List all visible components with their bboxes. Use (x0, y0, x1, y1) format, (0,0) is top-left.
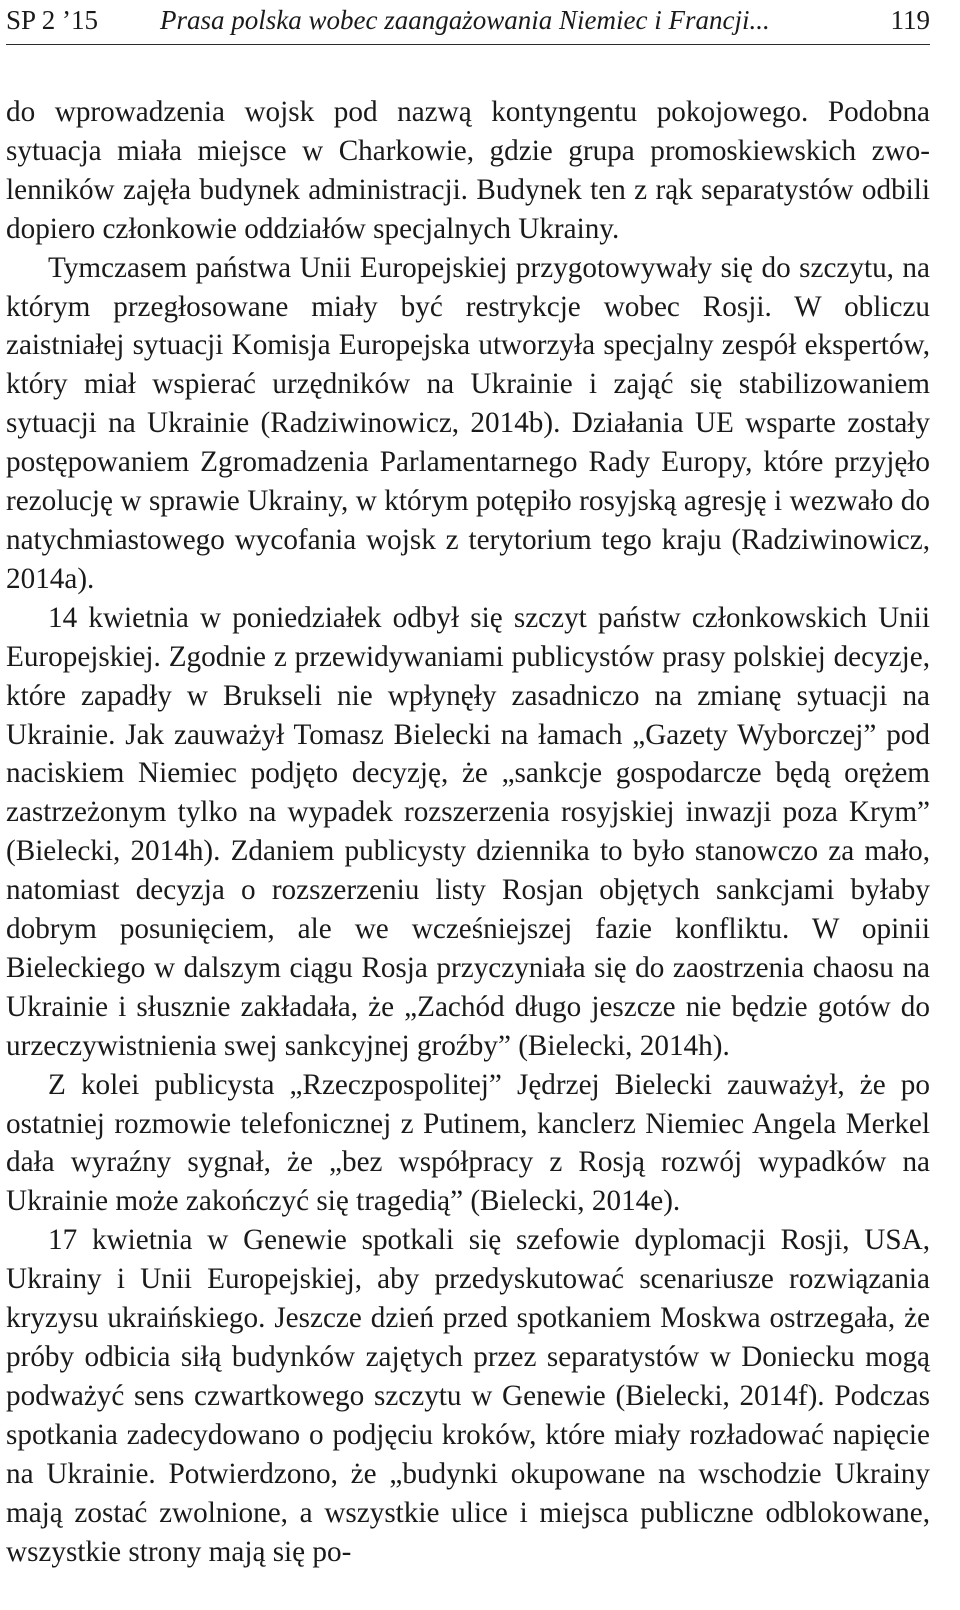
document-page (6, 0, 930, 1571)
running-header (6, 6, 930, 45)
journal-issue-reference: SP 2 ’15 (6, 5, 99, 35)
running-article-title: Prasa polska wobec zaangażowania Niemiec i Francji... (160, 5, 770, 35)
paragraph-april-14-summit: 14 kwietnia w poniedziałek odbył się szczyt państw członkowskich Unii Europejskiej. Zgodnie z przewidywaniami publicystów prasy polskiej decyzje, które zapadły w Brukseli nie wpłynęły zasadniczo na zmianę sytuacji na Ukrainie. Jak zauważył Tomasz Bielecki na łamach „Gazety Wyborczej” pod naciskiem Niemiec podjęto decyzję, że „sankcje gospodarcze będą orężem zastrzeżonym tylko na wypadek rozszerzenia rosyjskiej inwazji poza Krym” (Bielecki, 2014h). Zdaniem publicysty dziennika to było stanowczo za mało, natomiast decyzja o rozszerzeniu listy Rosjan objętych sankcjami byłaby dobrym posunięciem, ale we wcześniejszej fazie konfliktu. W opinii Bieleckiego w dalszym ciągu Rosja przyczyniała się do zaostrzenia chaosu na Ukrainie i słusznie zakładała, że „Zachód długo jeszcze nie będzie gotów do urzeczywistnienia swej sankcyjnej groźby” (Bielecki, 2014h). (6, 601, 930, 1062)
body-text (6, 93, 930, 1571)
page-number: 119 (890, 5, 930, 35)
paragraph-geneva-meeting: 17 kwietnia w Genewie spotkali się szefowie dyplomacji Rosji, USA, Ukrainy i Unii Europejskiej, aby przedyskutować scenariusze rozwiązania kryzysu ukraińskiego. Jeszcze dzień przed spotkaniem Moskwa ostrzegała, że próby odbicia siłą budynków zajętych przez separatystów w Doniecku mogą podważyć sens czwartkowego szczytu w Genewie (Bielecki, 2014f). Podczas spotkania zadecydowano o podjęciu kroków, które miały rozładować napięcie na Ukrainie. Potwierdzono, że „budynki okupowane na wschodzie Ukrainy mają zostać zwolnione, a wszystkie ulice i miejsca publiczne odblokowane, wszystkie strony mają się po- (6, 1224, 930, 1568)
paragraph-continuation: do wprowadzenia wojsk pod nazwą kontyngentu pokojowego. Podobna sytuacja miała miejsce w Charkowie, gdzie grupa promoskiewskich zwolenników zajęła budynek administracji. Budynek ten z rąk separatystów odbili dopiero członkowie oddziałów specjalnych Ukrainy. (6, 96, 930, 245)
paragraph-merkel-signal: Z kolei publicysta „Rzeczpospolitej” Jędrzej Bielecki zauważył, że po ostatniej rozmowie telefonicznej z Putinem, kanclerz Niemiec Angela Merkel dała wyraźny sygnał, że „bez współpracy z Rosją rozwój wypadków na Ukrainie może zakończyć się tragedią” (Bielecki, 2014e). (6, 1068, 930, 1218)
paragraph-eu-summit-preparation: Tymczasem państwa Unii Europejskiej przygotowywały się do szczytu, na którym przegłosowane miały być restrykcje wobec Rosji. W obliczu zaistniałej sytuacji Komisja Europejska utworzyła specjalny zespół ekspertów, który miał wspierać urzędników na Ukrainie i zająć się stabilizowaniem sytuacji na Ukrainie (Radziwinowicz, 2014b). Działania UE wsparte zostały postępowaniem Zgromadzenia Parlamentarnego Rady Europy, które przyjęło rezolucję w sprawie Ukrainy, w którym potępiło rosyjską agresję i wezwało do natychmiastowego wycofania wojsk z terytorium tego kraju (Radziwinowicz, 2014a). (6, 251, 930, 595)
